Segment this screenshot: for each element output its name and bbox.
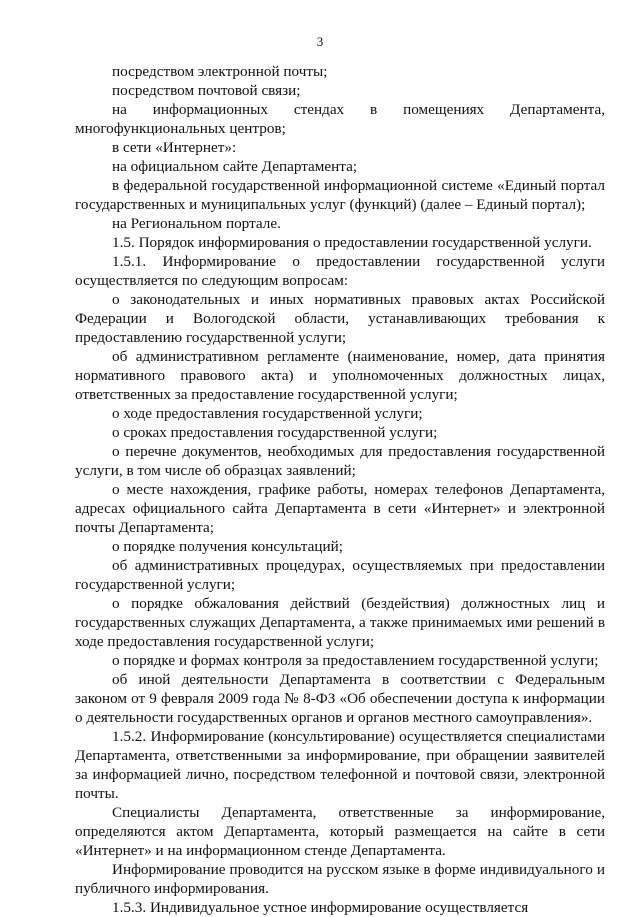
paragraph: 1.5.1. Информирование о предоставлении государственной услуги осуществляется по следующим вопросам:: [75, 253, 605, 289]
paragraph: на информационных стендах в помещениях Департамента, многофункциональных центров;: [75, 101, 605, 137]
document-body: [75, 62, 605, 917]
paragraph: о перечне документов, необходимых для предоставления государственной услуги, в том числе об образцах заявлений;: [75, 443, 605, 479]
paragraph: на Региональном портале.: [112, 215, 281, 232]
paragraph: Специалисты Департамента, ответственные за информирование, определяются актом Департамента, который размещается на сайте в сети «Интернет» и на информационном стенде Департамента.: [75, 804, 605, 859]
paragraph: о порядке обжалования действий (бездействия) должностных лиц и государственных служащих Департамента, а также принимаемых ими решений в ходе предоставления государственной услуги;: [75, 595, 605, 650]
paragraph: о сроках предоставления государственной услуги;: [112, 424, 438, 441]
paragraph: в федеральной государственной информационной системе «Единый портал государственных и муниципальных услуг (функций) (далее – Единый портал);: [75, 177, 605, 213]
paragraph: посредством электронной почты;: [112, 63, 328, 80]
paragraph: о ходе предоставления государственной услуги;: [112, 405, 423, 422]
paragraph: 1.5.3. Индивидуальное устное информирование осуществляется: [112, 899, 529, 916]
paragraph: о законодательных и иных нормативных правовых актах Российской Федерации и Вологодской области, устанавливающих требования к предоставлению государственной услуги;: [75, 291, 605, 346]
paragraph: на официальном сайте Департамента;: [112, 158, 358, 175]
paragraph: в сети «Интернет»:: [112, 139, 237, 156]
paragraph: о порядке получения консультаций;: [112, 538, 343, 555]
paragraph: об иной деятельности Департамента в соответствии с Федеральным законом от 9 февраля 2009 года № 8-ФЗ «Об обеспечении доступа к информации о деятельности государственных органов и органов местного самоуправления».: [75, 671, 605, 726]
page-number: 3: [316, 34, 324, 49]
paragraph: Информирование проводится на русском языке в форме индивидуального и публичного информирования.: [75, 861, 605, 897]
paragraph: об административном регламенте (наименование, номер, дата принятия нормативного правового акта) и уполномоченных должностных лицах, ответственных за предоставление государственной услуги;: [75, 348, 605, 403]
section-heading: 1.5. Порядок информирования о предоставлении государственной услуги.: [112, 234, 592, 251]
paragraph: посредством почтовой связи;: [112, 82, 301, 99]
paragraph: о порядке и формах контроля за предоставлением государственной услуги;: [112, 652, 599, 669]
paragraph: о месте нахождения, графике работы, номерах телефонов Департамента, адресах официального сайта Департамента в сети «Интернет» и электронной почты Департамента;: [75, 481, 605, 536]
paragraph: 1.5.2. Информирование (консультирование) осуществляется специалистами Департамента, ответственными за информирование, при обращении заявителей за информацией лично, посредством телефонной и почтовой связи, электронной почты.: [75, 728, 605, 802]
paragraph: об административных процедурах, осуществляемых при предоставлении государственной услуги;: [75, 557, 605, 593]
